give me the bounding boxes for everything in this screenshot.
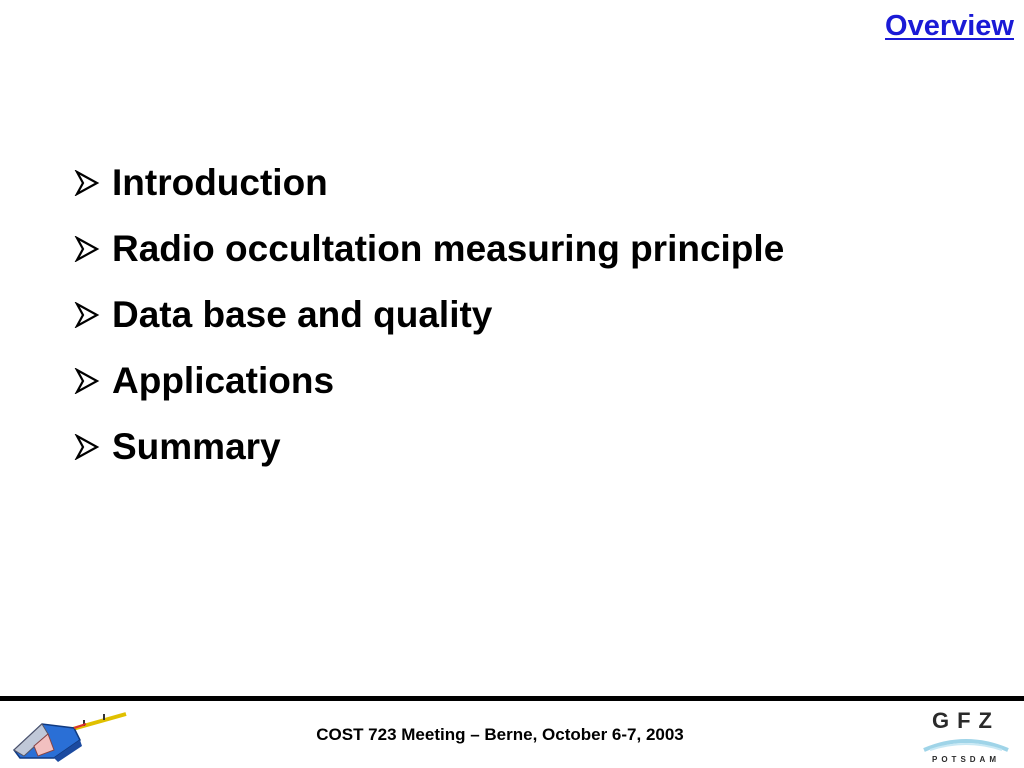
bullet-list [74,150,784,480]
bullet-item [74,414,784,480]
footer-divider [0,696,1024,701]
bullet-text: Data base and quality [112,294,493,335]
bullet-text: Applications [112,360,335,401]
bullet-text: Summary [112,426,281,467]
bullet-item [74,348,784,414]
arrow-bullet-icon [74,170,100,196]
bullet-item [74,150,784,216]
arrow-bullet-icon [74,368,100,394]
gfz-logo [918,706,1014,764]
bullet-item [74,216,784,282]
arrow-bullet-icon [74,236,100,262]
arrow-bullet-icon [74,302,100,328]
arrow-bullet-icon [74,434,100,460]
footer-text: COST 723 Meeting – Berne, October 6-7, 2003 [316,725,684,744]
slide-title: Overview [885,10,1014,42]
bullet-text: Radio occultation measuring principle [112,228,785,269]
gfz-logo-sub-text: POTSDAM [932,755,1000,764]
bullet-item [74,282,784,348]
bullet-text: Introduction [112,162,328,203]
gfz-logo-main-text: GFZ [932,708,1000,733]
